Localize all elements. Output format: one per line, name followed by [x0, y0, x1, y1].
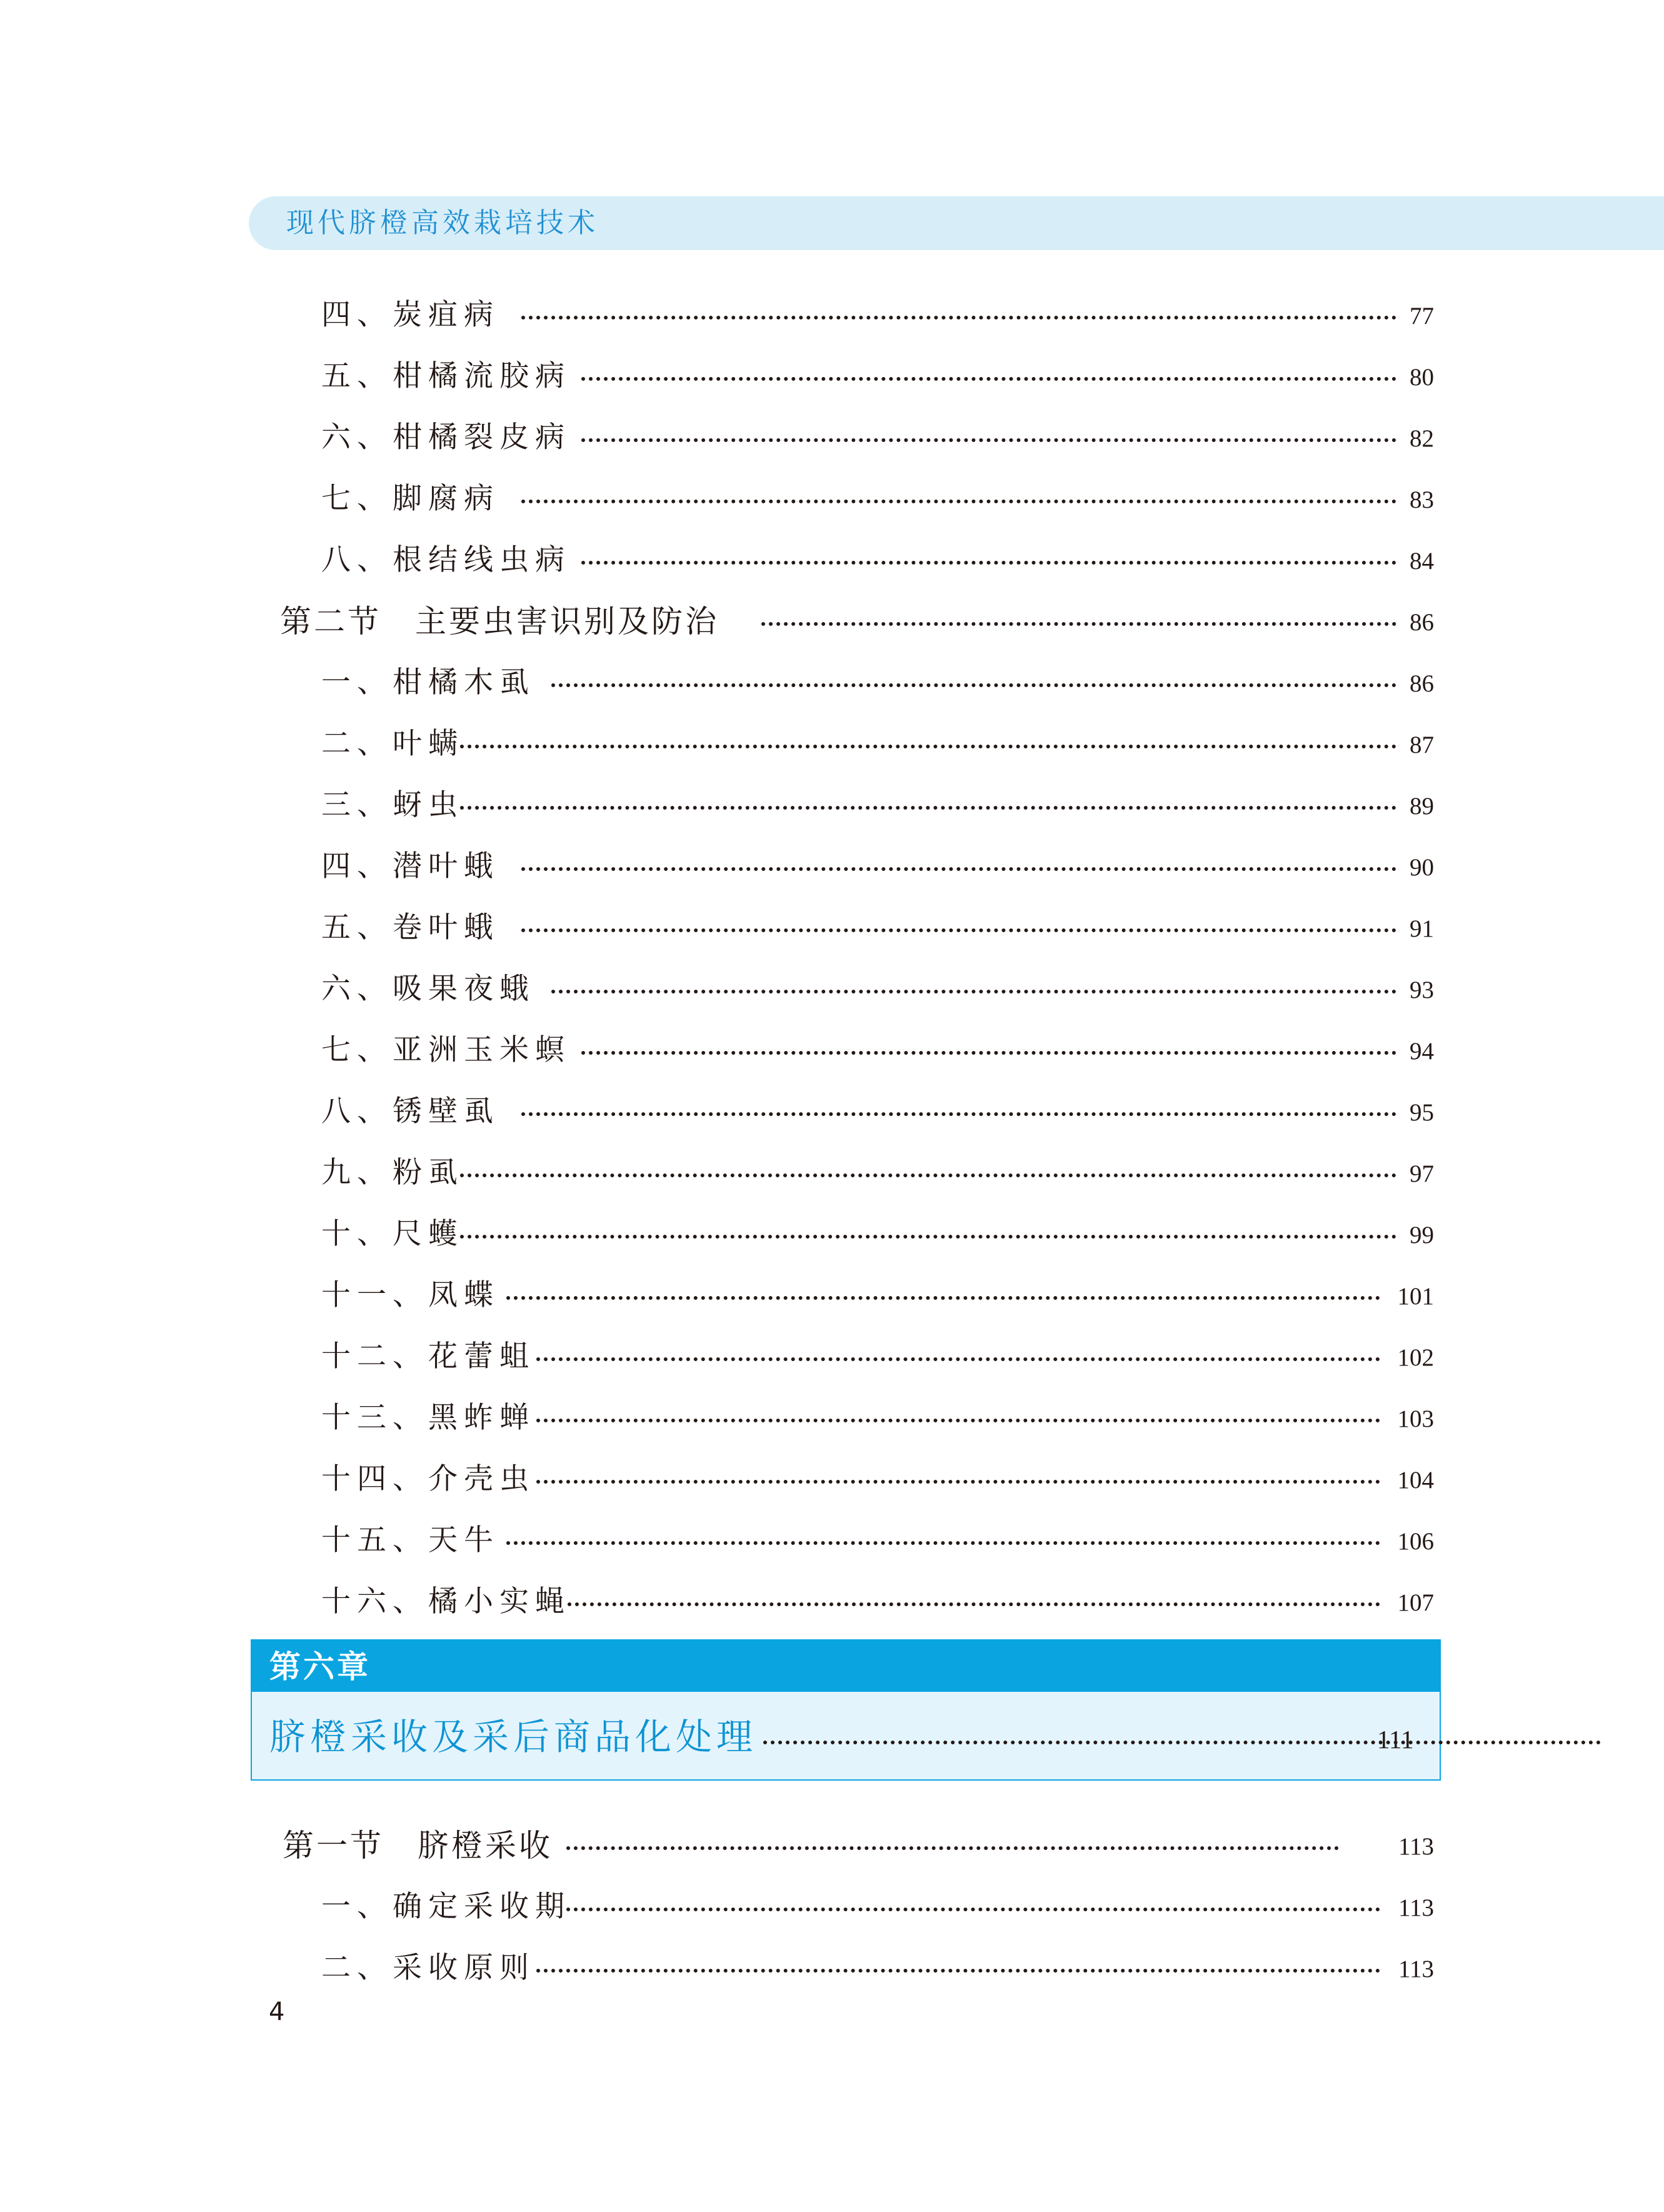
- toc-entry-page: 102: [1397, 1344, 1434, 1371]
- toc-entry-page: 89: [1410, 793, 1434, 820]
- toc-entry-label: 十六、橘小实蝇: [321, 1584, 571, 1619]
- toc-entry-label: 第一节 脐橙采收: [283, 1827, 553, 1864]
- toc-entry-page: 103: [1397, 1405, 1434, 1432]
- toc-entry-label: 七、脚腐病: [321, 481, 499, 516]
- toc-leader-dots: [551, 683, 1396, 687]
- toc-entry-label: 九、粉虱: [321, 1155, 464, 1190]
- chapter-page: 111: [1377, 1725, 1414, 1754]
- toc-entry[interactable]: [321, 903, 1434, 953]
- toc-entry-page: 86: [1410, 609, 1434, 636]
- toc-entry-page: 94: [1410, 1038, 1434, 1065]
- toc-entry-page: 107: [1397, 1589, 1434, 1616]
- toc-leader-dots: [460, 806, 1396, 810]
- toc-leader-dots: [460, 1174, 1396, 1177]
- toc-entry[interactable]: [321, 413, 1434, 463]
- toc-entry-page: 97: [1410, 1160, 1434, 1187]
- toc-entry-page: 87: [1410, 731, 1434, 758]
- toc-entry-label: 十四、介壳虫: [321, 1462, 535, 1496]
- toc-entry[interactable]: [321, 780, 1434, 830]
- toc-leader-dots: [581, 1051, 1396, 1055]
- toc-leader-dots: [521, 867, 1396, 871]
- toc-entry-page: 90: [1410, 854, 1434, 881]
- toc-leader-dots: [566, 1846, 1339, 1850]
- toc-entry-page: 83: [1410, 486, 1434, 513]
- toc-entry-label: 七、亚洲玉米螟: [321, 1033, 571, 1067]
- toc-entry-page: 77: [1410, 303, 1434, 329]
- toc-entry[interactable]: [321, 719, 1434, 769]
- toc-entry[interactable]: [321, 1148, 1434, 1198]
- toc-entry[interactable]: [321, 351, 1434, 401]
- toc-entry-label: 八、根结线虫病: [321, 543, 571, 577]
- toc-leader-dots: [536, 1969, 1380, 1973]
- toc-leader-dots: [568, 1602, 1380, 1606]
- toc-entry-label: 十五、天牛: [321, 1523, 499, 1557]
- toc-entry[interactable]: [321, 535, 1434, 585]
- toc-entry-page: 113: [1398, 1833, 1434, 1860]
- toc-entry[interactable]: [321, 964, 1434, 1014]
- toc-entry-label: 八、锈壁虱: [321, 1094, 499, 1129]
- toc-entry-label: 六、柑橘裂皮病: [321, 420, 571, 455]
- toc-entry-page: 113: [1398, 1894, 1434, 1921]
- toc-entry-label: 三、蚜虫: [321, 788, 464, 822]
- toc-entry-page: 93: [1410, 977, 1434, 1003]
- toc-entry-label: 四、潜叶蛾: [321, 849, 499, 883]
- toc-section-entry[interactable]: [283, 1821, 1434, 1871]
- toc-entry-page: 86: [1410, 670, 1434, 697]
- toc-entry-label: 一、柑橘木虱: [321, 665, 535, 700]
- toc-entry[interactable]: [321, 290, 1434, 340]
- toc-section-entry[interactable]: [280, 596, 1434, 646]
- toc-entry[interactable]: [321, 1332, 1434, 1382]
- toc-entry-page: 91: [1410, 915, 1434, 942]
- toc-entry-page: 104: [1397, 1467, 1434, 1494]
- toc-entry[interactable]: [321, 1577, 1434, 1627]
- toc-entry-label: 十、尺蠖: [321, 1217, 464, 1251]
- toc-entry[interactable]: [321, 842, 1434, 892]
- toc-entry[interactable]: [321, 1209, 1434, 1259]
- toc-leader-dots: [460, 745, 1396, 748]
- toc-entry[interactable]: [321, 1943, 1434, 1993]
- toc-entry[interactable]: [321, 1882, 1434, 1932]
- toc-entry-page: 113: [1398, 1956, 1434, 1983]
- toc-leader-dots: [581, 561, 1396, 565]
- toc-entry-label: 二、采收原则: [321, 1951, 535, 1985]
- toc-leader-dots: [581, 377, 1396, 381]
- toc-leader-dots: [761, 622, 1396, 626]
- toc-leader-dots: [536, 1419, 1380, 1422]
- toc-entry-label: 五、柑橘流胶病: [321, 359, 571, 393]
- chapter-tab: [252, 1641, 1440, 1692]
- toc-entry-page: 84: [1410, 548, 1434, 575]
- chapter-heading[interactable]: [251, 1639, 1441, 1781]
- toc-entry-label: 十三、黑蚱蝉: [321, 1400, 535, 1435]
- toc-entry-label: 六、吸果夜蛾: [321, 972, 535, 1006]
- toc-leader-dots: [521, 928, 1396, 932]
- toc-entry-label: 十二、花蕾蛆: [321, 1339, 535, 1374]
- toc-leader-dots: [521, 316, 1396, 319]
- toc-leader-dots: [536, 1480, 1380, 1484]
- toc-entry-page: 95: [1410, 1099, 1434, 1126]
- toc-entry-label: 一、确定采收期: [321, 1889, 571, 1924]
- toc-entry-label: 二、叶螨: [321, 726, 464, 761]
- toc-leader-dots: [581, 438, 1396, 442]
- chapter-leader-dots: [763, 1741, 1601, 1744]
- toc-entry[interactable]: [321, 1393, 1434, 1443]
- toc-entry-page: 99: [1410, 1222, 1434, 1249]
- toc-entry[interactable]: [321, 474, 1434, 524]
- toc-entry-label: 五、卷叶蛾: [321, 910, 499, 945]
- toc-entry[interactable]: [321, 1025, 1434, 1075]
- toc-leader-dots: [566, 1908, 1380, 1911]
- toc-leader-dots: [506, 1541, 1380, 1545]
- toc-entry-page: 106: [1397, 1528, 1434, 1555]
- toc-leader-dots: [521, 500, 1396, 503]
- running-header-title: 现代脐橙高效栽培技术: [286, 207, 599, 239]
- toc-leader-dots: [521, 1112, 1396, 1116]
- toc-entry[interactable]: [321, 1270, 1434, 1320]
- toc-entry[interactable]: [321, 1516, 1434, 1566]
- toc-entry-label: 第二节 主要虫害识别及防治: [280, 603, 719, 640]
- toc-entry[interactable]: [321, 1087, 1434, 1137]
- toc-entry-page: 80: [1410, 364, 1434, 391]
- toc-entry-label: 四、炭疽病: [321, 298, 499, 332]
- toc-entry[interactable]: [321, 1454, 1434, 1504]
- toc-leader-dots: [551, 990, 1396, 993]
- toc-leader-dots: [536, 1357, 1380, 1361]
- toc-entry-page: 101: [1397, 1283, 1434, 1310]
- toc-entry[interactable]: [321, 658, 1434, 708]
- page-number: 4: [269, 1998, 285, 2026]
- toc-entry-label: 十一、凤蝶: [321, 1278, 499, 1312]
- toc-leader-dots: [460, 1235, 1396, 1239]
- chapter-title: 脐橙采收及采后商品化处理: [269, 1716, 758, 1758]
- toc-leader-dots: [506, 1296, 1380, 1300]
- toc-entry-page: 82: [1410, 425, 1434, 452]
- chapter-number: 第六章: [269, 1649, 371, 1685]
